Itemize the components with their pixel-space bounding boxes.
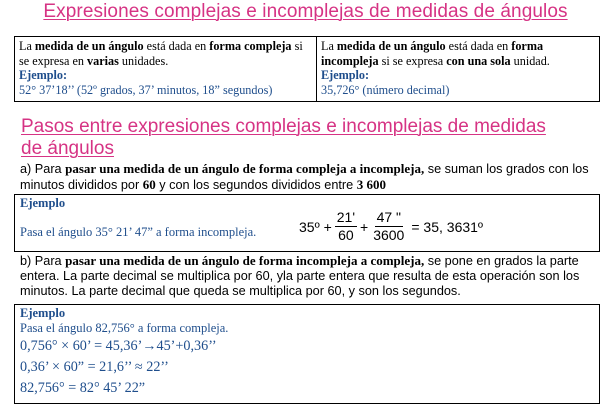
steps-title-line2: de ángulos bbox=[21, 138, 114, 159]
fraction-minutes bbox=[335, 209, 357, 244]
text: está dada en bbox=[143, 39, 210, 53]
example-b-line2: 0,36’ × 60” = 21,6’’ ≈ 22’’ bbox=[20, 359, 169, 375]
example-b-label: Ejemplo bbox=[20, 306, 66, 320]
example-value: 52° 37’18’’ (52º grados, 37’ minutos, 18” segundos) bbox=[19, 82, 273, 97]
bold-text: con una sola bbox=[446, 53, 511, 68]
incomplex-definition-cell bbox=[317, 37, 599, 101]
example-label: Ejemplo: bbox=[321, 68, 370, 82]
formula-plus: + bbox=[360, 218, 369, 235]
text: unidades. bbox=[118, 53, 169, 68]
example-a-formula bbox=[299, 209, 483, 244]
definitions-table bbox=[14, 36, 600, 102]
paragraph-b bbox=[20, 253, 592, 299]
steps-title bbox=[21, 116, 581, 160]
bold-text: forma incompleja bbox=[321, 39, 544, 68]
bold-text: pasar una medida de un ángulo de forma compleja a incompleja, bbox=[65, 161, 425, 176]
bold-text: forma compleja bbox=[209, 39, 292, 53]
text: y con los segundos divididos entre bbox=[155, 178, 357, 192]
main-title: Expresiones complejas e incomplejas de medidas de ángulos bbox=[43, 1, 568, 22]
bold-text: medida de un ángulo bbox=[336, 39, 446, 53]
fraction-seconds bbox=[371, 209, 406, 244]
bold-text: pasar una medida de un ángulo de forma incompleja a compleja, bbox=[65, 253, 425, 268]
text: se pone en grados la parte entera. La parte decimal se multiplica por 60, yla parte entera que resulta de esta operación son los minutos. La parte decimal que queda se multiplica por 60, y son los segundos. bbox=[20, 254, 580, 298]
bold-text: 60 bbox=[142, 177, 156, 192]
fraction-numerator: 21' bbox=[336, 209, 356, 225]
formula-term: 35º + bbox=[299, 218, 332, 235]
example-b-box bbox=[14, 304, 600, 404]
steps-title-line1: Pasos entre expresiones complejas e incomplejas de medidas bbox=[21, 116, 546, 137]
bold-text: varias bbox=[87, 53, 119, 68]
example-b-line1: 0,756° × 60’ = 45,36’→45’+0,36’’ bbox=[20, 338, 217, 354]
text: está dada en bbox=[445, 39, 512, 53]
example-a-box bbox=[14, 194, 600, 252]
formula-result: = 35, 3631º bbox=[411, 218, 484, 235]
text: unidad. bbox=[510, 53, 550, 68]
text: si se expresa bbox=[378, 53, 447, 68]
example-label: Ejemplo: bbox=[19, 68, 68, 82]
text: si se expresa en bbox=[19, 39, 303, 68]
text: La bbox=[321, 39, 337, 53]
bold-text: medida de un ángulo bbox=[34, 39, 144, 53]
example-b-line3: 82,756° = 82° 45’ 22” bbox=[20, 380, 146, 396]
text: b) Para bbox=[20, 254, 66, 268]
text: La bbox=[19, 39, 35, 53]
fraction-numerator: 47 " bbox=[376, 209, 401, 225]
fraction-denominator: 3600 bbox=[373, 227, 405, 243]
paragraph-a bbox=[20, 161, 592, 193]
complex-definition-cell bbox=[15, 37, 317, 101]
example-b-text: Pasa el ángulo 82,756° a forma compleja. bbox=[20, 321, 229, 335]
text: se suman los grados con los minutos divididos por bbox=[20, 162, 589, 192]
example-a-label: Ejemplo bbox=[20, 196, 66, 210]
example-value: 35,726° (número decimal) bbox=[321, 82, 450, 97]
text: a) Para bbox=[20, 162, 66, 176]
example-a-text: Pasa el ángulo 35° 21’ 47” a forma incompleja. bbox=[20, 225, 257, 239]
fraction-denominator: 60 bbox=[338, 227, 354, 243]
bold-text: 3 600 bbox=[356, 177, 386, 192]
